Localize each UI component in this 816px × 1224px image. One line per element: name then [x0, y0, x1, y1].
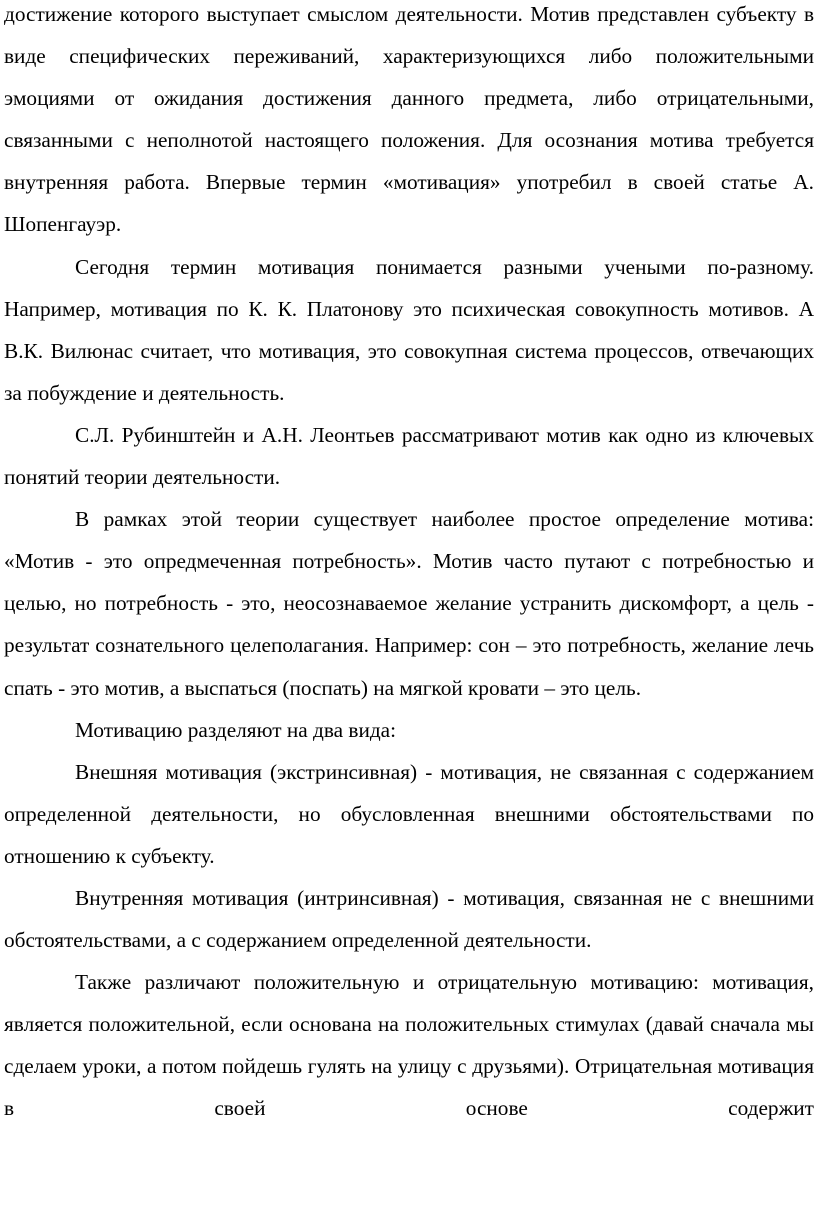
paragraph-motivation-definitions: Сегодня термин мотивация понимается разными учеными по-разному. Например, мотивация по К. К. Платонову это психическая совокупность мотивов. А В.К. Вилюнас считает, что мотивация, это совокупная система процессов, отвечающих за побуждение и деятельность.	[4, 254, 814, 405]
paragraph-rubinstein-leontiev: С.Л. Рубинштейн и А.Н. Леонтьев рассматривают мотив как одно из ключевых понятий теории деятельности.	[4, 422, 814, 490]
paragraph-positive-negative: Также различают положительную и отрицательную мотивацию: мотивация, является положительной, если основана на положительных стимулах (давай сначала мы сделаем уроки, а потом пойдешь гулять на улицу с друзьями). Отрицательная мотивация в своей основе содержит	[4, 970, 814, 1121]
paragraph-intrinsic: Внутренняя мотивация (интринсивная) - мотивация, связанная не с внешними обстоятельствами, а с содержанием определенной деятельности.	[4, 885, 814, 953]
document-page	[4, 0, 814, 1130]
paragraph-extrinsic: Внешняя мотивация (экстринсивная) - мотивация, не связанная с содержанием определенной деятельности, но обусловленная внешними обстоятельствами по отношению к субъекту.	[4, 759, 814, 868]
paragraph-motive-definition: В рамках этой теории существует наиболее простое определение мотива: «Мотив - это опредмеченная потребность». Мотив часто путают с потребностью и целью, но потребность - это, неосознаваемое желание устранить дискомфорт, а цель - результат сознательного целеполагания. Например: сон – это потребность, желание лечь спать - это мотив, а выспаться (поспать) на мягкой кровати – это цель.	[4, 507, 814, 700]
paragraph-two-types: Мотивацию разделяют на два вида:	[75, 717, 397, 742]
paragraph-continuation: достижение которого выступает смыслом деятельности. Мотив представлен субъекту в виде специфических переживаний, характеризующихся либо положительными эмоциями от ожидания достижения данного предмета, либо отрицательными, связанными с неполнотой настоящего положения. Для осознания мотива требуется внутренняя работа. Впервые термин «мотивация» употребил в своей статье А. Шопенгауэр.	[4, 2, 814, 237]
